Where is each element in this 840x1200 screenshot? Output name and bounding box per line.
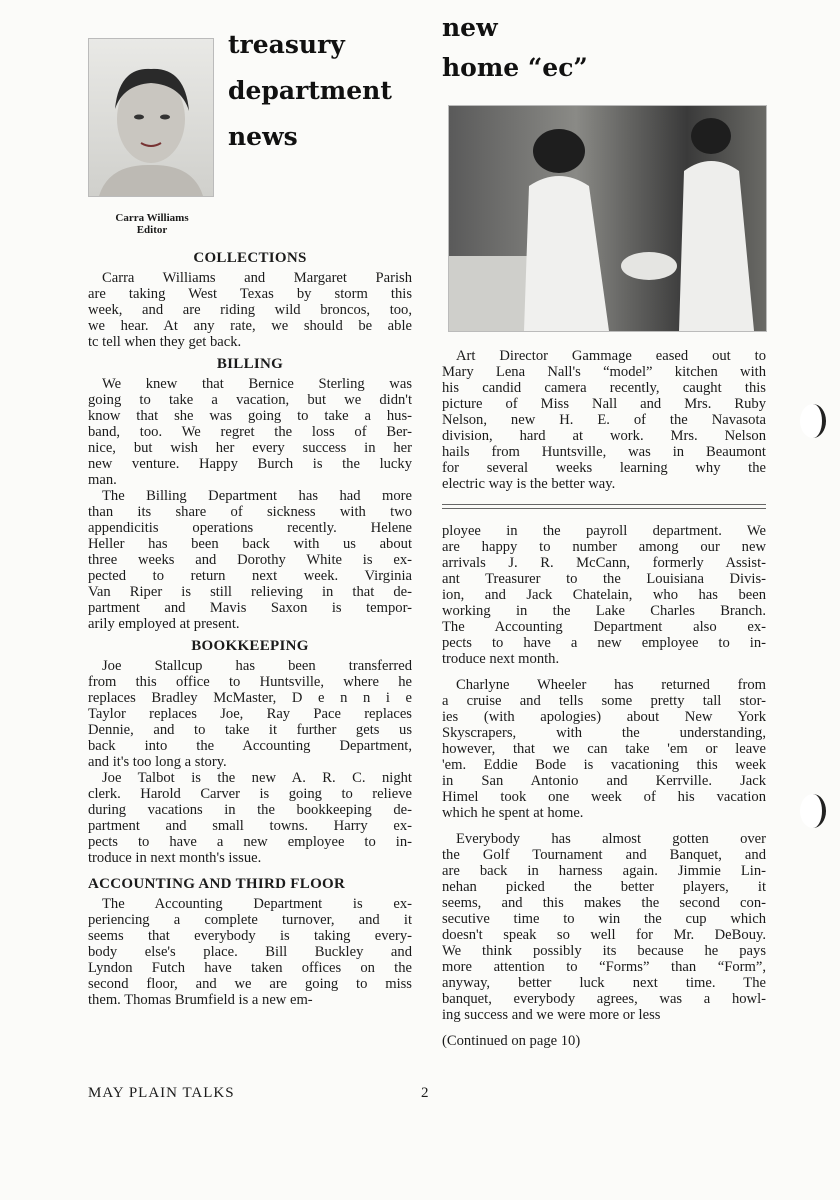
text-line: Joe Stallcup has been transferred — [102, 658, 412, 674]
text-line: arily employed at present. — [88, 616, 240, 632]
text-line: appendicitis operations recently. Helene — [88, 520, 412, 536]
home-ec-title — [442, 8, 588, 88]
paragraph — [88, 376, 412, 488]
text-line: pected to return next week. Virginia — [88, 568, 412, 584]
text-line: man. — [88, 472, 117, 488]
paragraph — [442, 831, 766, 1023]
text-line: Himel took one week of his vacation — [442, 789, 766, 805]
text-line: The Billing Department has had more — [102, 488, 412, 504]
text-line: ant Treasurer to the Louisiana Divis- — [442, 571, 766, 587]
text-line: for several weeks learning why the — [442, 460, 766, 476]
text-line: are happy to number among our new — [442, 539, 766, 555]
text-line: Dennie, and to take it further gets us — [88, 722, 412, 738]
text-line: hails from Huntsville, was in Beaumont — [442, 444, 766, 460]
text-line: We knew that Bernice Sterling was — [102, 376, 412, 392]
text-line: Carra Williams and Margaret Parish — [102, 270, 412, 286]
continued-note: (Continued on page 10) — [442, 1033, 581, 1049]
text-line: 'em. Eddie Bode is vacationing this week — [442, 757, 766, 773]
editor-portrait — [88, 38, 214, 197]
text-line: Charlyne Wheeler has returned from — [456, 677, 766, 693]
text-line: during vacations in the bookkeeping de- — [88, 802, 412, 818]
text-line: in San Antonio and Kerrville. Jack — [442, 773, 766, 789]
footer-publication: MAY PLAIN TALKS — [88, 1085, 235, 1101]
text-line: Joe Talbot is the new A. R. C. night — [102, 770, 412, 786]
text-line: clerk. Harold Carver is going to relieve — [88, 786, 412, 802]
text-line: nice, but wish her every success in her — [88, 440, 412, 456]
text-line: picture of Miss Nall and Mrs. Ruby — [442, 396, 766, 412]
text-line: anyway, better luck next time. The — [442, 975, 766, 991]
text-line: ies (with apologies) about New York — [442, 709, 766, 725]
text-line: We think possibly its because he pays — [442, 943, 766, 959]
section-title — [228, 22, 392, 160]
text-line: secutive time to win the cup which — [442, 911, 766, 927]
text-line: Lyndon Futch have taken offices on the — [88, 960, 412, 976]
text-line: Everybody has almost gotten over — [456, 831, 766, 847]
text-line: Art Director Gammage eased out to — [456, 348, 766, 364]
text-line: band, too. We regret the loss of Ber- — [88, 424, 412, 440]
kitchen-photo — [448, 105, 767, 332]
text-line: Heller has been back with us about — [88, 536, 412, 552]
text-line: arrivals J. R. McCann, formerly Assist- — [442, 555, 766, 571]
paragraph — [88, 896, 412, 1008]
text-line: Skyscrapers, with the understanding, — [442, 725, 766, 741]
text-line: however, that we can take 'em or leave — [442, 741, 766, 757]
section-heading: BILLING — [216, 356, 284, 372]
text-line: The Accounting Department is ex- — [102, 896, 412, 912]
text-line: Taylor replaces Joe, Ray Pace replaces — [88, 706, 412, 722]
text-line: pects to have a new employee to in- — [88, 834, 412, 850]
text-line: periencing a complete turnover, and it — [88, 912, 412, 928]
text-line: from this office to Huntsville, where he — [88, 674, 412, 690]
text-line: know that she was going to take a hus- — [88, 408, 412, 424]
separator-rule — [442, 504, 766, 509]
text-line: electric way is the better way. — [442, 476, 616, 492]
title-line: home “ec” — [442, 53, 588, 82]
title-line: news — [228, 122, 298, 151]
text-line: seems, and this makes the second con- — [442, 895, 766, 911]
text-line: ing success and we were more or less — [442, 1007, 661, 1023]
page-number: 2 — [421, 1085, 429, 1101]
editor-name: Carra Williams — [115, 212, 189, 224]
editor-caption — [90, 212, 214, 236]
text-line: replaces Bradley McMaster, D e n n i e — [88, 690, 412, 706]
text-line: working in the Lake Charles Branch. — [442, 603, 766, 619]
paragraph — [442, 348, 766, 492]
text-line: pects to have a new employee to in- — [442, 635, 766, 651]
text-line: seems that everybody is taking every- — [88, 928, 412, 944]
photo-illustration — [449, 106, 766, 331]
text-line: which he spent at home. — [442, 805, 584, 821]
text-line: second floor, and we are going to miss — [88, 976, 412, 992]
text-line: troduce next month. — [442, 651, 560, 667]
paragraph — [88, 658, 412, 770]
text-line: Nelson, new H. E. of the Navasota — [442, 412, 766, 428]
text-line: partment and Mavis Saxon is tempor- — [88, 600, 412, 616]
text-line: going to take a vacation, but we didn't — [88, 392, 412, 408]
text-line: a cruise and tells some pretty tall stor- — [442, 693, 766, 709]
text-line: The Accounting Department also ex- — [442, 619, 766, 635]
text-line: nehan picked the better players, it — [442, 879, 766, 895]
text-line: body else's place. Bill Buckley and — [88, 944, 412, 960]
text-line: them. Thomas Brumfield is a new em- — [88, 992, 313, 1008]
binder-hole — [800, 404, 826, 438]
text-line: Mary Lena Nall's “model” kitchen with — [442, 364, 766, 380]
editor-role: Editor — [136, 224, 168, 236]
section-heading: COLLECTIONS — [193, 250, 307, 266]
paragraph — [442, 523, 766, 667]
text-line: the Golf Tournament and Banquet, and — [442, 847, 766, 863]
text-line: we hear. At any rate, we should be able — [88, 318, 412, 334]
left-column — [88, 244, 412, 1008]
binder-hole — [800, 794, 826, 828]
text-line: tc tell when they get back. — [88, 334, 242, 350]
text-line: division, hard at work. Mrs. Nelson — [442, 428, 766, 444]
section-heading: BOOKKEEPING — [191, 638, 309, 654]
text-line: and it's too long a story. — [88, 754, 227, 770]
text-line: new venture. Happy Burch is the lucky — [88, 456, 412, 472]
section-heading: ACCOUNTING AND THIRD FLOOR — [88, 876, 346, 892]
text-line: back into the Accounting Department, — [88, 738, 412, 754]
text-line: week, and are riding wild broncos, too, — [88, 302, 412, 318]
text-line: are taking West Texas by storm this — [88, 286, 412, 302]
paragraph — [88, 488, 412, 632]
text-line: three weeks and Dorothy White is ex- — [88, 552, 412, 568]
text-line: more attention to “Forms” than “Form”, — [442, 959, 766, 975]
right-column — [442, 348, 766, 1049]
title-line: department — [228, 76, 392, 105]
text-line: than its share of sickness with two — [88, 504, 412, 520]
title-line: new — [442, 13, 498, 42]
paragraph — [442, 677, 766, 821]
text-line: are back in harness again. Jimmie Lin- — [442, 863, 766, 879]
text-line: his candid camera recently, caught this — [442, 380, 766, 396]
text-line: ployee in the payroll department. We — [442, 523, 766, 539]
text-line: Van Riper is still relieving in that de- — [88, 584, 412, 600]
text-line: ion, and Jack Chatelain, who has been — [442, 587, 766, 603]
portrait-illustration — [89, 39, 213, 196]
title-line: treasury — [228, 30, 345, 59]
text-line: banquet, everybody agrees, was a howl- — [442, 991, 766, 1007]
text-line: doesn't speak so well for Mr. DeBouy. — [442, 927, 766, 943]
text-line: troduce in next month's issue. — [88, 850, 262, 866]
paragraph — [88, 270, 412, 350]
paragraph — [88, 770, 412, 866]
text-line: partment and small towns. Harry ex- — [88, 818, 412, 834]
